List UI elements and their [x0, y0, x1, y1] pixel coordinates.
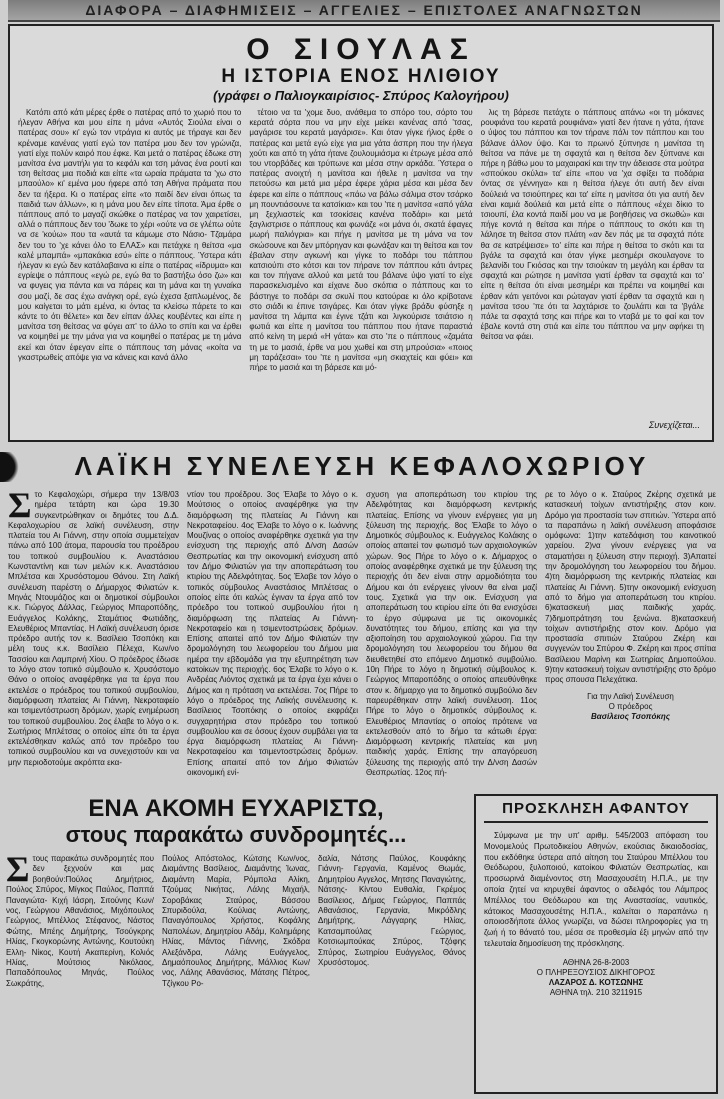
drop-cap: Σ: [8, 490, 32, 525]
article-sioulas: [8, 24, 714, 442]
thanks-subtitle: στους παρακάτω συνδρομητές...: [65, 822, 407, 847]
article-column-3: [481, 108, 704, 420]
article-columns: [10, 108, 712, 420]
article-subtitle: Η ΙΣΤΟΡΙΑ ΕΝΟΣ ΗΛΙΘΙΟΥ: [221, 66, 501, 87]
notice-box: [474, 794, 718, 1094]
notice-address: ΑΘΗΝΑ τηλ. 210 3211915: [549, 987, 643, 997]
thanks-column-1: [6, 854, 154, 1082]
notice-title: ΠΡΟΣΚΛΗΣΗ ΑΦΑΝΤΟΥ: [484, 800, 708, 823]
thanks-text: δαλία, Νάτσης Παύλος, Κουφάκης Γιάννη- Γεργανία, Καμένος Θωμάς, Δημητρίου Αγγελος, Μητσης Παναγιώτης, Νάτσης- Κίντου Ευθαλία, Γκρέμος Βασίλειος, Δήμας Γεώργιος, Παππάς Αθανάσιος, Γεργανία, Μικρόδλης Δημήτρης, Λάγγαρης Ηλίας, Κατσαμπούλας Γεώργιος, Κοτσιωμπούκας Σπύρος, Τζόφης Σπύρος, Σωτηρίου Ευάγγελος, Θάνος Χρυσόστομος.: [318, 854, 466, 968]
article-text: Κατόπι από κάτι μέρες έρθε ο πατέρας από το χωριό που το ήλεγαν Αθήνα και μου είπε η μάνα «Αυτός Σιούλα είναι ο πατέρας σου» κι' εγώ τον ντράγια κι αυτός με τήραγε και δεν κρέναμε κανένας γιατί εγώ τον πατέρα μου δεν τον γρώνιζα, γιατί είχε πολύν καιρό που έφκε. Και μετά ο πατέρας έδωκε στη μανίτσα ένα μαντήλι για το κεφάλι και τση μάνας ένα ρουτί και τση θείτσας μια ποδιά και είπε «τα ωραία πράματα τα 'χω στο μπαούλο» κι' εμένα μου ήφερε από τση Αθήνα πράματα που δεν τα ήξερα. Κι ο πατέρας είπε «το παιδί δεν είναι όπως τα παιδιά των άλλων», κι η μάνα μου δεν είπε τίποτα. Άμα έρθε ο πάππους από το μαγαζί σκώθκε ο πατέρας να τον χαιρετίσει, αλλά ο πάππους δεν του 'δωκε το χέρι «ούτε να σε γλέπω ούτε να σε 'κούω» που τα «αυτά τα κάμωμε στο Νάσιο- Τζαμάρα δεν του το 'χε κάνει όλο το ΕΛΑΣ» και πετάχκε η θείτσα «μα καλέ μπαμπά» «μπακάκια εσύ» είπε ο πάππους. Ύστερα κάτι ήλεγαν κι εγώ δεν κατάλαβαινα κι είπε ο πατέρας «ίδρυμα» και εγρίεψε ο πάππους «εγώ ρε, εγώ θα το βαστήξω όσο ζω» και να φυγεις για πάντα και να πάρεις και τη μάνα και τη γυναίκα σου μαζί, δε σας έχω ανάγκη ορέ, εγώ έχεσα ξαπλωμένος, δε μου καίγεται το μάτι εμένα, κι όντας τα κλείσω πάρετε το και κάντε το ότι θέλετε» και δεν είπαν άλλες κουβέντες και είπε η μανίτσα τση θείτσας να φύγει απ' το άλλο το σπίτι και να έρθει να κοιμηθεί με την μάνα για να κοιμηθεί ο πατέρας με τη μάνα εκεί και όταν έφεγαν είπε ο πάππους τση μάνας «κοίτα να γκαστρωθείς απόψε για να κάνεις και κανά άλλο: [18, 108, 242, 362]
article-column-2: [249, 108, 472, 420]
article-title: Ο ΣΙΟΥΛΑΣ: [246, 33, 476, 66]
thanks-title: ΕΝΑ ΑΚΟΜΗ ΕΥΧΑΡΙΣΤΩ,: [88, 796, 384, 822]
notice-place-date: ΑΘΗΝΑ 26-8-2003: [562, 957, 630, 967]
notice-name: ΛΑΖΑΡΟΣ Δ. ΚΟΤΣΩΝΗΣ: [548, 977, 644, 987]
assembly-text: ρε το λόγο ο κ. Σταύρος Ζκέρης σχετικά με κατασκευή τοίχων αντιστήριξης στον κοιν. Δρόμο για προστασία των σπιτιών. Ύστερα από τα παραπάνω η λαϊκή συνέλευση αποφάσισε ομόφωνα: 1)την κατεδάφιση του καινοτικού χαρείου. 2)να γίνουν ενέργειες για να σταματήσει η ξύλευση στην περιοχή. 3)Απαιτεί την δρομολόγηση του λεωφορείου του δήμου. 4)τη διαμόρφωση της κεντρικής πλατείας και πλατείας Αι Γιάννη. 5)την οικονομική ενίσχυση από το δήμο για αποπεράτωση του κτιρίου. 6)κατασκευή μιας παιδικής χαράς. 7)δημοπράτηση του ξενώνα. 8)κατασκευή τοίχων αντιστήριξης στον κοιν. Δρόμο για προστασία σπιτιών Σταύρου Ζκέρη και συγγενών του Σπύρου Φ. Ζκέρη και προς σπίτια Βασίλειου Μαρίνη και Σωτηρίας Δημοπούλου. 9)την κατασκευή τοίχων αντιστήριξης στο δρόμο προς σπουσα Πελεχάτικα.: [545, 490, 716, 685]
assembly-text: ντίον του προέδρου. 3ος Έλαβε το λόγο ο κ. Μούτσιος ο οποίος αναφέρθηκε για την διαμόρφωση της πλατείας Αι Γιάννη και Νεκροταφείου. 4ος Έλαβε το λόγο ο κ. Ιωάννης Μουζίνας ο οποίος αναφέρθηκε σχετικά για την ενίσχυση της περιοχής από Δ/νση Δασών Θεσπρωτίας και την οικονομική ενίσχυση από τον Δήμο Φιλιατών για την αποπεράτωση του κτιρίου της Αδελφότητας. 5ος Έλαβε τον λόγο ο τοπικός σύμβουλος Αναστάσιος Μπλέτσας ο οποίος είπε ότι καλώς έγιναν τα έργα από τον πρόεδρο του τοπικού συμβουλίου ήτοι η διαμόρφωση της πλατείας Αι Γιάννη- Νεκροταφείο και η τσιμεντοστρώσεις δρόμων. Επίσης απαιτεί από τον Δήμο Φιλιατών την δρομολόγηση του λεωφορείου του Δήμου μια ημέρα την εβδομάδα για την εξυπηρέτηση των κατοίκων της περιοχής. 6ος Έλαβε το λόγο ο κ. Ανδρέας Λιόντος σχετικά με τα έργα έχει κάνει ο Δήμος και η πρόταση να εκτελέσει. 7ος Πήρε το λόγο ο πρόεδρος της Λαϊκής συνέλευσης κ. Βασίλειος Τσοπόκης ο οποίος εκφράζει συγχαρητήρια στον πρόεδρο του τοπικού συμβουλίου και σε όσους έχουν συμβάλει για τα έργα διαμόρφωση πλατείας Αι Γιάννη- Νεκροταφείου και τσιμεντοστρώσεις δρόμων. Επίσης απαιτεί από τον Δήμο Φιλιατών οικονομική ενί-: [187, 490, 358, 778]
notice-footer: [484, 958, 708, 998]
continued-note: Συνεχίζεται...: [648, 420, 700, 430]
signature-name: Βασίλειος Τσοπόκης: [590, 712, 671, 722]
section-header-text: ΔΙΑΦΟΡΑ – ΔΙΑΦΗΜΙΣΕΙΣ – ΑΓΓΕΛΙΕΣ – ΕΠΙΣΤΟΛΕΣ ΑΝΑΓΝΩΣΤΩΝ: [85, 2, 643, 18]
thanks-text: Πούλος Απόστολος, Κώτσης Κων/νος, Διαμάντης Βασίλειος, Διαμάντης Ίωνας, Διαμάντη Μαρία, Ρόμπολα Αλίκη, Τζούμας Νικήτας, Λάλης Μιχαήλ, Σοροβάκας Σταύρος, Βάσσου Σπυριδούλα, Κούλιας Αντώνης, Παναγόπουλος Χρήστος, Κοφάλης Ναπολέων, Δημητρίου Αδάμ, Κολημάρης Ηλίας, Μάντος Γιάννης, Σκόδρα Αλεξάνδρα, Λάλης Ευάγγελος, Δημαόπουλος Δημήτρης, Μάλλιος Κων/νος, Λάλης Αθανάσιος, Μάτσης Πέτρος, Τζίγκου Ρο-: [162, 854, 310, 988]
notice-body: Σύμφωνα με την υπ' αριθμ. 545/2003 απόφαση του Μονομελούς Πρωτοδικείου Αθηνών, εκούσιας δικαιοδοσίας, που εκδόθηκε ύστερα από αίτηση του Σταύρου Μπέλλου του Θεόδωρου, ξυλοποιού, κατοίκου Φιλιατών Θεσπρωτίας, και προσωρινά διαμένοντος στη Μασαχουσέτη Η.Π.Α., με την οποία ζητεί να κηρυχθεί άφαντος ο αδελφός του Λάμπρος Μπέλλος του Θεόδωρου και της Αναστασίας, ναυτικός, κάτοικος Μασαχουσέτης Η.Π.Α., καλείται ο παραπάνω η οποιοσδήποτε άλλος γνωρίζει, να δώσει πληροφορίες για τη ζωή ή το θάνατό του, μέσα σε προθεσμία έξι μηνών από την τελευταία δημοσίευση της πρόσκλησης.: [484, 831, 708, 948]
assembly-column-3: [366, 490, 537, 790]
thanks-text: τους παρακάτω συνδρομητές που δεν ξεχνούν και μας βοηθούν:Πούλος Δημήτριος, Πούλος Σπύρος, Μίγκος Παύλος, Παππά Παναγιώτα- Κιχή Ιάσρη, Σιτούνης Κων/νος, Γεώργιου Αθανάσιος, Μιχόπουλος Γεώργιος, Μπέλλος Στέφανος, Νάστος Φώτης, Μπέης Δημήτρης, Τσούγκρης Ηλίας, Γκογκορώνης Αντώνης, Κουτούκη Ελλη- Νίκος, Κουτή Ακαπερίνη, Κολιός Ηλίας, Μούτσιος Νικόλαος, Παπαδόπουλος Μηνάς, Πούλος Σωκράτης,: [6, 854, 154, 988]
assembly-text: σχυση για αποπεράτωση του κτιρίου της Αδελφότητας και διαμόρφωση κεντρικής πλατείας. Επίσης να γίνουν ενέργειες για μη ξύλευση της περιοχής. 8ος Έλαβε το λόγο ο Δημοτικός σύμβουλος κ. Ευάγγελος Κολάκης ο οποίος απαιτεί τον φωτισμό των αρχαιολογικών χώρων. 9ος Πήρε το λόγο ο κ. Δήμαρχος ο οποίος αναφέρθηκε σχετικά με την ξύλευση της περιοχής ότι δεν είναι στην αρμοδιότητα του Δήμου και ότι ενέργειες γίνουν θα είναι μαζί τους. Σχετικά για την οικ. Ενίσχυση για αποπεράτωση του κτιρίου είπε ότι θα ενισχύσει το έργο σύμφωνα με τις οικονομικές δυνατότητες του δήμου, επίσης και για την αξιοποίηση του αρχαιολογικού χώρου. Για την δρομολόγηση του λεωφορείου του δήμου θα διευθετηθεί στο επόμενο Δημοτικό συμβούλιο. 10η Πήρε το λόγο η δημοτική σύμβουλος κ. Γεώργιος Μπαροπόδης ο οποίος απευθύνθηκε στον κ. δήμαρχο για το δημοτικό συμβούλιο δεν παρευρέθηκαν στην λαϊκή συνέλευση. 11ος Πήρε το λόγο ο δημοτικός σύμβουλος κ. Ελευθέριος Μπαντίας ο οποίος πρότεινε να εκτελεσθούν από το δήμο τα κάτωθι έργα: Διαμόρφωση κεντρικής πλατείας και μνη παιδικής χαράς. Επίσης την απαγόρευση ξύλευσης της περιοχής από την Δ/νση Δασών Θεσπρωτίας. 12ος πή-: [366, 490, 537, 778]
article-assembly: [8, 490, 716, 790]
section-header: [8, 0, 720, 22]
assembly-column-2: [187, 490, 358, 790]
assembly-title: ΛΑΪΚΗ ΣΥΝΕΛΕΥΣΗ ΚΕΦΑΛΟΧΩΡΙΟΥ: [74, 451, 650, 481]
signature-line: Για την Λαϊκή Συνέλευση: [587, 691, 674, 701]
notice-role: Ο ΠΛΗΡΕΞΟΥΣΙΟΣ ΔΙΚΗΓΟΡΟΣ: [536, 967, 656, 977]
thanks-column-2: [162, 854, 310, 1082]
thanks-column-3: [318, 854, 466, 1082]
assembly-signature: [545, 692, 716, 723]
assembly-column-4: [545, 490, 716, 790]
signature-role: Ο πρόεδρος: [608, 701, 653, 711]
drop-cap: Σ: [6, 854, 30, 889]
article-text: τέτοιο να τα 'χομε δυο, ανάθεμα το σπόρο του, σόρτο του κερατά σόρτα που να μην είχε μείκει κανένας από 'τσας, μαγάρισε του κερατά μαγάρισε». Και όταν γίγκε ήλιος έρθε ο πατέρας και μετά εγώ είχε για μια γάτα άσπρη που την ήλεγα χούτι και από τη γάτα ήτανε ζουλουμιάσμα κι έτρωγε μέσα από του ντορβάδες και τρύπωνε και μέσα στην αρκάδα. Ύστερα ο πατέρας ανοιχτή η μανίτσα και ήθελε η μανίτσα να την πετούσω και μετά μια μέρα έφερε χάρια μέσα και μέσα δεν έφερε και είπε ο πάππους «πάω να βάλω σάλιμα στον τσάρκο μη πουντιάσουνε τα κατσίκια» και του 'πε η μανίτσα «από γάλα μη ξεχλιαστείς και τσοκίσεις κανένα ποδάρι» και μετά ξαγλιστρισε ο πάππους και φωνάζε «οι μάνα όι, σκατά έφαγες μωρή παλιόγρια» και πήγε η μανίτσα με τη μάνα να τον σκώσουνε και δεν μπόρηγαν και φωνάξαν και τη θείτσα και τον έβαλαν στην αγκωνή και γίγκε το ποδάρι του πάππου κατσιούπι στο κότσι και τον πήρανε τον πάππου κάτι άντρες και τον πήγανε αλλού και μετά του βάλανε ύψο γιατί το είχε παρασκελισμένο και είχανε δυο σκόπια ο πάππους και το βάστηγε το ποδάρι σα σκυλί που κατούραε κι όλο κρίβοτανε στο σιάδι κι έπινε τσιγάρες. Και όταν γίγκε βράδυ φύσηξε η μανίτσα τη λάμπα και έγινε τζάτι και λιγκούρισε τσιάτσιο η φωτιά και είπε η μανίτσα του πάππου που ήτανε παραστιά από κείνη τη μεριά «Η γάτα» και στο 'πε ο πάππους «ζαμάτα τη με το μασιά, έρθε να μου χωθεί και στη μπρούσια» «ποιος μη ταράζεσαι» του 'πε η μανίτσα «μη σκιαχτείς και φύει» και πήρε το μασιά και τη βάρεσε και μό-: [249, 108, 473, 373]
assembly-text: το Κεφαλοχώρι, σήμερα την 13/8/03 ημέρα τετάρτη και ώρα 19.30 συγκεντρώθηκαν οι δημότες του Δ.Δ. Κεφαλοχωρίου σε λαϊκή συνέλευση, στην πλατεία του Αι Γιάννη, στην οποία συμμετείχαν πάνω από 100 άτομα, παρουσία του προέδρου του τοπικού συμβουλίου κ. Αναστάσιου Κωνσταντίνη και των μελών κ.κ. Αναστάσιου Μπλέτσα και Χρυσόστομου Θάνου. Στη Λαϊκή συνέλευση παρέστη ο Δήμαρχος Φιλιατών κ. Μηνάς Ντουμάζιος και οι δημοτικοί σύμβουλοι κ.κ. Γιώργος Δάλλας, Γεώργιος Μπαροπόδης, Ευάγγελος Κολάκης, Σταμάτιος Φωτιάδης, Ελευθέριος Μπαντίας. Η Λαϊκή συνέλευση όρισε πρόεδρο αυτής τον κ. Βασίλειο Τσοπόκη και μέλη τους κ.κ. Βασίλειο Πέλεχα, Κων/νο Τασσίου και Λαμπρινή Χίου. Ο πρόεδρος έδωσε το λόγο στον τοπικό σύμβουλο κ. Χρυσόστομο Θάνο ο οποίος αναφέρθηκε για τα έργα που εκτελέσε ο πρόεδρος του τοπικού συμβουλίου, διαμόρφωση πλατείας Αι Γιάννη, Νεκροταφείο και τσιμεντόστρωση δρόμων, χωρίς ενημέρωση του τοπικού συμβουλίου. 2ος έλαβε το λόγο ο κ. Σωτήριος Μπλέτσας ο οποίος είπε ότι τα έργα εκτελέσθηκαν καλώς από τον πρόεδρο του τοπικού συμβουλίου και να συνεχιστούν και να μην περιοδοτούμε ακρόπτα εκα-: [8, 490, 179, 767]
assembly-column-1: [8, 490, 179, 790]
thanks-columns: [6, 854, 466, 1082]
article-byline: (γράφει ο Παλιογκαιρίσιος- Σπύρος Καλογήρου): [213, 88, 509, 103]
thanks-section: [6, 796, 466, 1096]
article-text: λις τη βάρεσε πετάχτε ο πάππους απάνω «οι τη μόκανες ρουφιάνα του κερατά ρουφιάνα» γιατί δεν ήτανε η γάτα, ήτανε ο ύψος του πάππου και τον τήρανε πάλι τον πάππου και του βάλανε άλλον ύψο. Και το πρωινό ξύπνησε η μανίτσα τη θείτσα να πάνε με τη σφαχτά και η θείτσα δεν ξύπνανε και πήρε η βάθω μου το μαχαιρακί και την την άδειασε στα μούτρα «σπούκου σκύλα» τα' είπε «που να 'χα σφίξει τα ποδάρια όντας σε γέννηγα» και η θείτσα ήλεγε ότι αυτή δεν είναι δούλειά να τσιούπηρες και τα' είπε η μανίτσα ότι για αυτή δεν είναι καμιά δούλειά και μετά είπε ο πάππους «έχει δίκιο το τσιουπί, έλα κοντά παιδί μου να με βοηθήσεις να σκωθώ» και πήγε κοντά η θείτσα και πήρε ο πάππους το σκότι και τη λάλησε τη θείτσα στον πλάτη «αν δεν πάς με τα σφαχτά πότε θα σε κατρέψεισε» το' είπε και πήρε η θείτσα το σκότι και τα βγάλε τα σφαχτά και όταν γίγκε μεσημέρι σκουλαγονε το βελανίδι του Γκιόσας και την τσιούκαν τη μεγάλη και έρθαν τα σφαχτά και ρώτησε η μανίτσα γιατί έρθαν τα σφαχτά και το' είπε η θείτσα ότι είναι μεσημέρι και πρέπει να κοιμηθεί και έρθαν κάτι γειτόνοι και ρώταγαν γιατί έρθαν τα σφαχτά και η μανίτσα τσου 'πε ότι τα λαχτάρισε το ζουλάπι και τα 'βγάλε πάλε τα σφαχτά τσης και πήρε και το νταβά με το φαί και τον έβαλε κοντά στη στιά και είπε του πάππου να μην αφήκει τη θείτσα να φάει.: [480, 108, 704, 342]
article-column-1: [18, 108, 241, 420]
